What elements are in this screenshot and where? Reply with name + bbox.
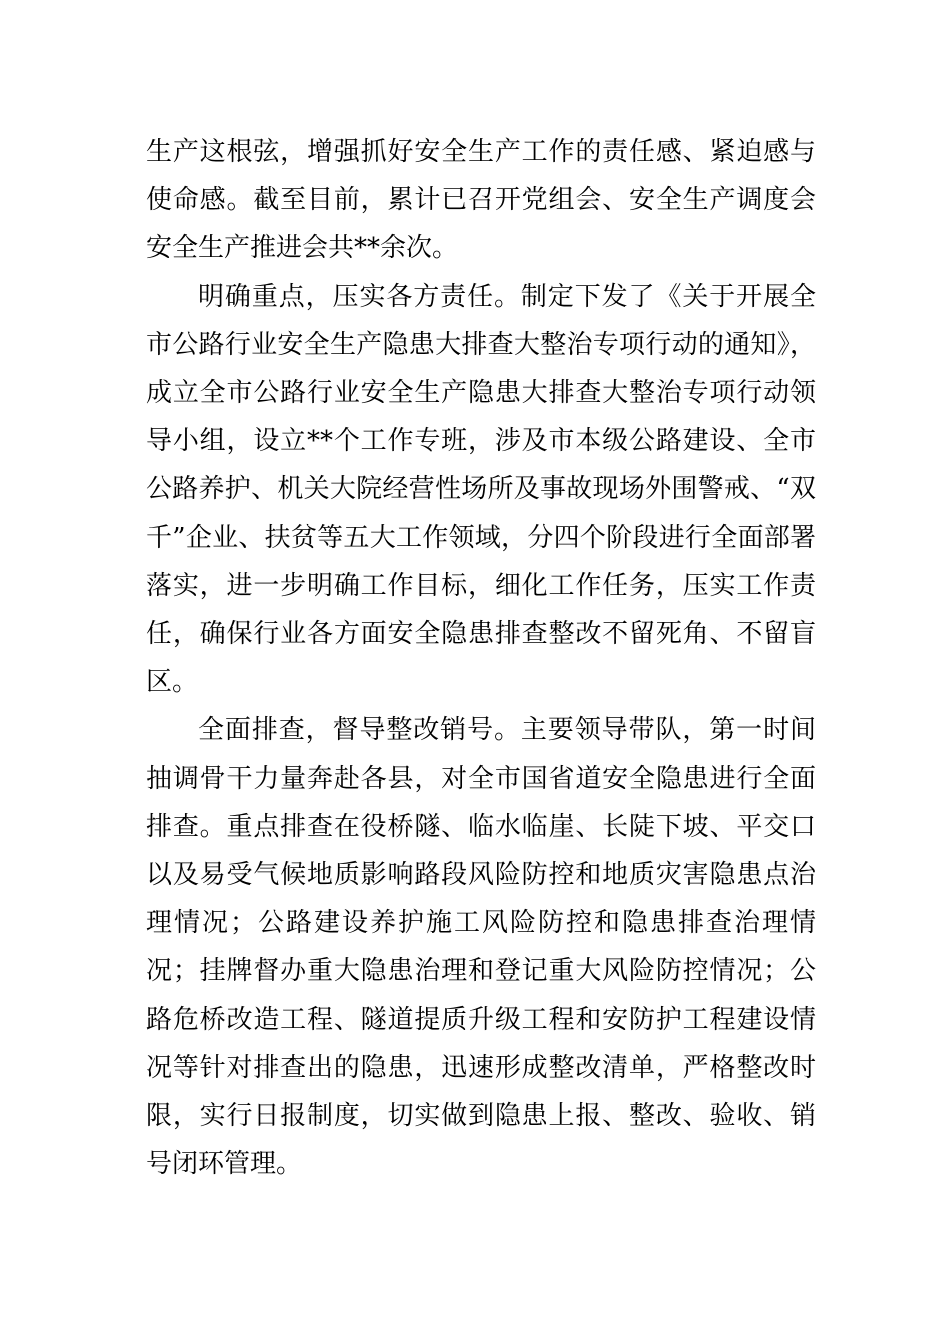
paragraph-3: 全面排查，督导整改销号。主要领导带队，第一时间抽调骨干力量奔赴各县，对全市国省道安全隐患进行全面排查。重点排查在役桥隧、临水临崖、长陡下坡、平交口以及易受气候地质影响路段风险防控和地质灾害隐患点治理情况；公路建设养护施工风险防控和隐患排查治理情况；挂牌督办重大隐患治理和登记重大风险防控情况；公路危桥改造工程、隧道提质升级工程和安防护工程建设情况等针对排查出的隐患，迅速形成整改清单，严格整改时限，实行日报制度，切实做到隐患上报、整改、验收、销号闭环管理。: [146, 715, 816, 1180]
paragraph-2: 明确重点，压实各方责任。制定下发了《关于开展全市公路行业安全生产隐患大排查大整治专项行动的通知》，成立全市公路行业安全生产隐患大排查大整治专项行动领导小组，设立**个工作专班，涉及市本级公路建设、全市公路养护、机关大院经营性场所及事故现场外围警戒、“双千”企业、扶贫等五大工作领域，分四个阶段进行全面部署落实，进一步明确工作目标，细化工作任务，压实工作责任，确保行业各方面安全隐患排查整改不留死角、不留盲区。: [146, 281, 816, 698]
paragraph-1: 生产这根弦，增强抓好安全生产工作的责任感、紧迫感与使命感。截至目前，累计已召开党组会、安全生产调度会安全生产推进会共**余次。: [146, 137, 816, 264]
document-body: [146, 128, 816, 1188]
